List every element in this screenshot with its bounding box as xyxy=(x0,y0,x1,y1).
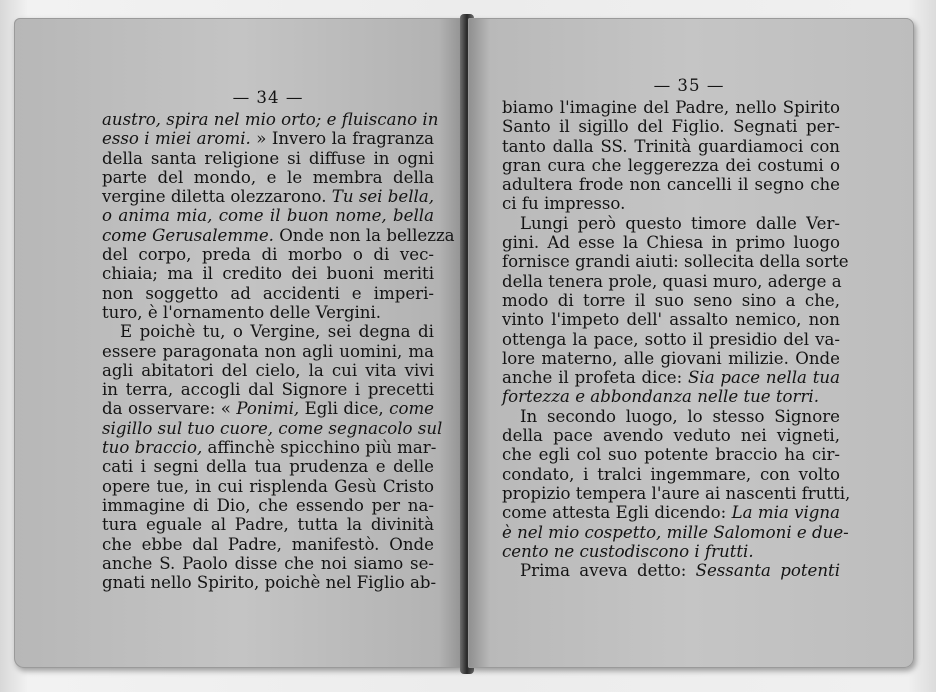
text-line xyxy=(502,252,849,272)
text-segment: vinto l'impeto dell' assalto nemico, non xyxy=(502,310,840,330)
text-segment: cati i segni della tua prudenza e delle xyxy=(102,457,434,477)
italic-quote-segment: sigillo sul tuo cuore, come segnacolo sul xyxy=(102,418,443,438)
text-line xyxy=(502,503,840,522)
italic-quote-segment: Ponimi, xyxy=(236,399,300,419)
text-segment: chiaia; ma il credito dei buoni meriti xyxy=(102,264,434,284)
text-line xyxy=(502,387,840,406)
text-line xyxy=(102,129,434,148)
italic-quote-segment: austro, spira nel mio orto; e fluiscano in xyxy=(102,110,439,129)
text-line xyxy=(102,225,455,245)
italic-quote-segment: Sia pace nella tua xyxy=(688,368,840,388)
text-line xyxy=(102,149,434,168)
text-segment: ottenga la pace, sotto il presidio del va- xyxy=(502,329,840,349)
italic-quote-segment: Tu sei bella, xyxy=(331,187,434,207)
text-line xyxy=(502,426,840,445)
italic-quote-segment: esso i miei aromi. xyxy=(102,129,251,149)
italic-quote-segment: o anima mia, come il buon nome, bella xyxy=(102,206,434,226)
text-line xyxy=(502,214,840,233)
text-segment: affinchè spicchino più mar- xyxy=(202,438,437,458)
text-segment: della pace avendo veduto nei vigneti, xyxy=(502,426,840,446)
italic-quote-segment: Sessanta potenti xyxy=(695,561,840,581)
text-segment: fornisce grandi aiuti: sollecita della sorte xyxy=(502,252,849,272)
text-segment: non soggetto ad accidenti e imperi- xyxy=(102,283,434,303)
text-segment: adultera frode non cancelli il segno che xyxy=(502,175,840,195)
text-segment: da osservare: « xyxy=(102,399,237,419)
text-line xyxy=(502,330,840,349)
italic-quote-segment: La mia vigna xyxy=(731,503,840,523)
text-segment: turo, è l'ornamento delle Vergini. xyxy=(102,302,382,322)
text-segment: agli abitatori del cielo, la cui vita vivi xyxy=(102,360,434,380)
text-line xyxy=(102,110,439,129)
text-line xyxy=(102,535,434,554)
text-segment: modo di torre il suo seno sino a che, xyxy=(502,290,840,310)
text-segment: E poichè tu, o Vergine, sei degna di xyxy=(120,322,434,342)
text-line xyxy=(502,117,840,136)
text-segment: Santo il sigillo del Figlio. Segnati per- xyxy=(502,117,840,137)
text-segment: opere tue, in cui risplenda Gesù Cristo xyxy=(102,476,434,496)
italic-quote-segment: è nel mio cospetto, mille Salomoni e due- xyxy=(502,522,849,542)
text-segment: che ebbe dal Padre, manifestò. Onde xyxy=(102,534,434,554)
text-line xyxy=(502,522,849,542)
text-line xyxy=(102,342,434,361)
text-segment: Onde non la bellezza xyxy=(273,225,455,245)
text-line xyxy=(102,322,434,341)
text-segment: condato, i tralci ingemmare, con volto xyxy=(502,464,840,484)
text-line xyxy=(102,418,443,438)
text-line xyxy=(502,483,851,503)
text-line xyxy=(102,515,434,534)
text-line xyxy=(502,561,840,580)
text-segment: parte del mondo, e le membra della xyxy=(102,167,434,187)
text-line xyxy=(502,98,840,117)
text-line xyxy=(502,175,840,194)
page-number-35: — 35 — xyxy=(653,76,725,95)
text-line xyxy=(502,368,840,387)
text-line xyxy=(102,284,434,303)
text-line xyxy=(102,399,434,418)
text-segment: in terra, accogli dal Signore i precetti xyxy=(102,380,434,400)
text-segment: del corpo, preda di morbo o di vec- xyxy=(102,245,434,265)
italic-quote-segment: fortezza e abbondanza nelle tue torri. xyxy=(502,387,819,407)
text-segment: ci fu impresso. xyxy=(502,194,626,214)
text-segment: vergine diletta olezzarono. xyxy=(102,187,332,207)
right-page-text xyxy=(502,74,851,581)
text-segment: che egli col suo potente braccio ha cir- xyxy=(502,445,840,465)
text-line xyxy=(502,445,840,464)
text-segment: tanto dalla SS. Trinità guardiamoci con xyxy=(502,136,840,156)
page-number-34: — 34 — xyxy=(232,88,304,107)
text-line xyxy=(502,272,840,291)
italic-quote-segment: cento ne custodiscono i frutti. xyxy=(502,541,754,561)
text-line xyxy=(502,407,840,426)
text-line xyxy=(102,438,437,458)
text-segment: gran cura che leggerezza dei costumi o xyxy=(502,155,840,175)
text-line xyxy=(102,187,434,206)
italic-quote-segment: tuo braccio, xyxy=(102,438,203,458)
text-segment: » Invero la fragranza xyxy=(250,129,434,149)
right-page xyxy=(468,18,914,668)
text-segment: anche S. Paolo disse che noi siamo se- xyxy=(102,553,434,573)
text-segment: anche il profeta dice: xyxy=(502,368,689,388)
text-line xyxy=(502,542,840,561)
text-segment: biamo l'imagine del Padre, nello Spirito xyxy=(502,98,840,117)
text-line xyxy=(502,291,840,310)
text-segment: propizio tempera l'aure ai nascenti frutti, xyxy=(502,483,851,503)
text-line xyxy=(102,303,434,322)
text-line xyxy=(102,264,434,283)
text-segment: gini. Ad esse la Chiesa in primo luogo xyxy=(502,233,840,253)
text-segment: gnati nello Spirito, poichè nel Figlio ab- xyxy=(102,573,437,593)
text-segment: lore materno, alle giovani milizie. Onde xyxy=(502,348,840,368)
text-segment: Prima aveva detto: xyxy=(520,561,696,581)
text-line xyxy=(502,465,840,484)
text-segment: Egli dice, xyxy=(299,399,390,419)
text-line xyxy=(502,194,840,213)
text-segment: come attesta Egli dicendo: xyxy=(502,503,732,523)
text-line xyxy=(502,156,840,175)
text-segment: tura eguale al Padre, tutta la divinità xyxy=(102,515,434,535)
text-line xyxy=(502,137,840,156)
italic-quote-segment: come xyxy=(389,399,434,419)
text-segment: immagine di Dio, che essendo per na- xyxy=(102,495,434,515)
text-line xyxy=(502,233,840,252)
text-line xyxy=(502,349,840,368)
text-line xyxy=(102,361,434,380)
text-line xyxy=(102,380,434,399)
italic-quote-segment: come Gerusalemme. xyxy=(102,225,274,245)
text-line xyxy=(102,554,434,573)
text-segment: della santa religione si diffuse in ogni xyxy=(102,148,434,168)
left-page-body xyxy=(102,110,455,593)
text-segment: della tenera prole, quasi muro, aderge a xyxy=(502,271,842,291)
text-line xyxy=(102,457,434,476)
left-page-text xyxy=(102,86,455,593)
text-segment: In secondo luogo, lo stesso Signore xyxy=(520,406,840,426)
text-line xyxy=(102,477,434,496)
text-segment: Lungi però questo timore dalle Ver- xyxy=(520,213,840,233)
text-line xyxy=(102,168,434,187)
text-line xyxy=(102,245,434,264)
left-page xyxy=(14,18,466,668)
text-segment: essere paragonata non agli uomini, ma xyxy=(102,341,434,361)
text-line xyxy=(102,206,434,225)
text-line xyxy=(502,310,840,329)
text-line xyxy=(102,573,437,593)
text-line xyxy=(102,496,434,515)
right-page-body xyxy=(502,98,851,581)
